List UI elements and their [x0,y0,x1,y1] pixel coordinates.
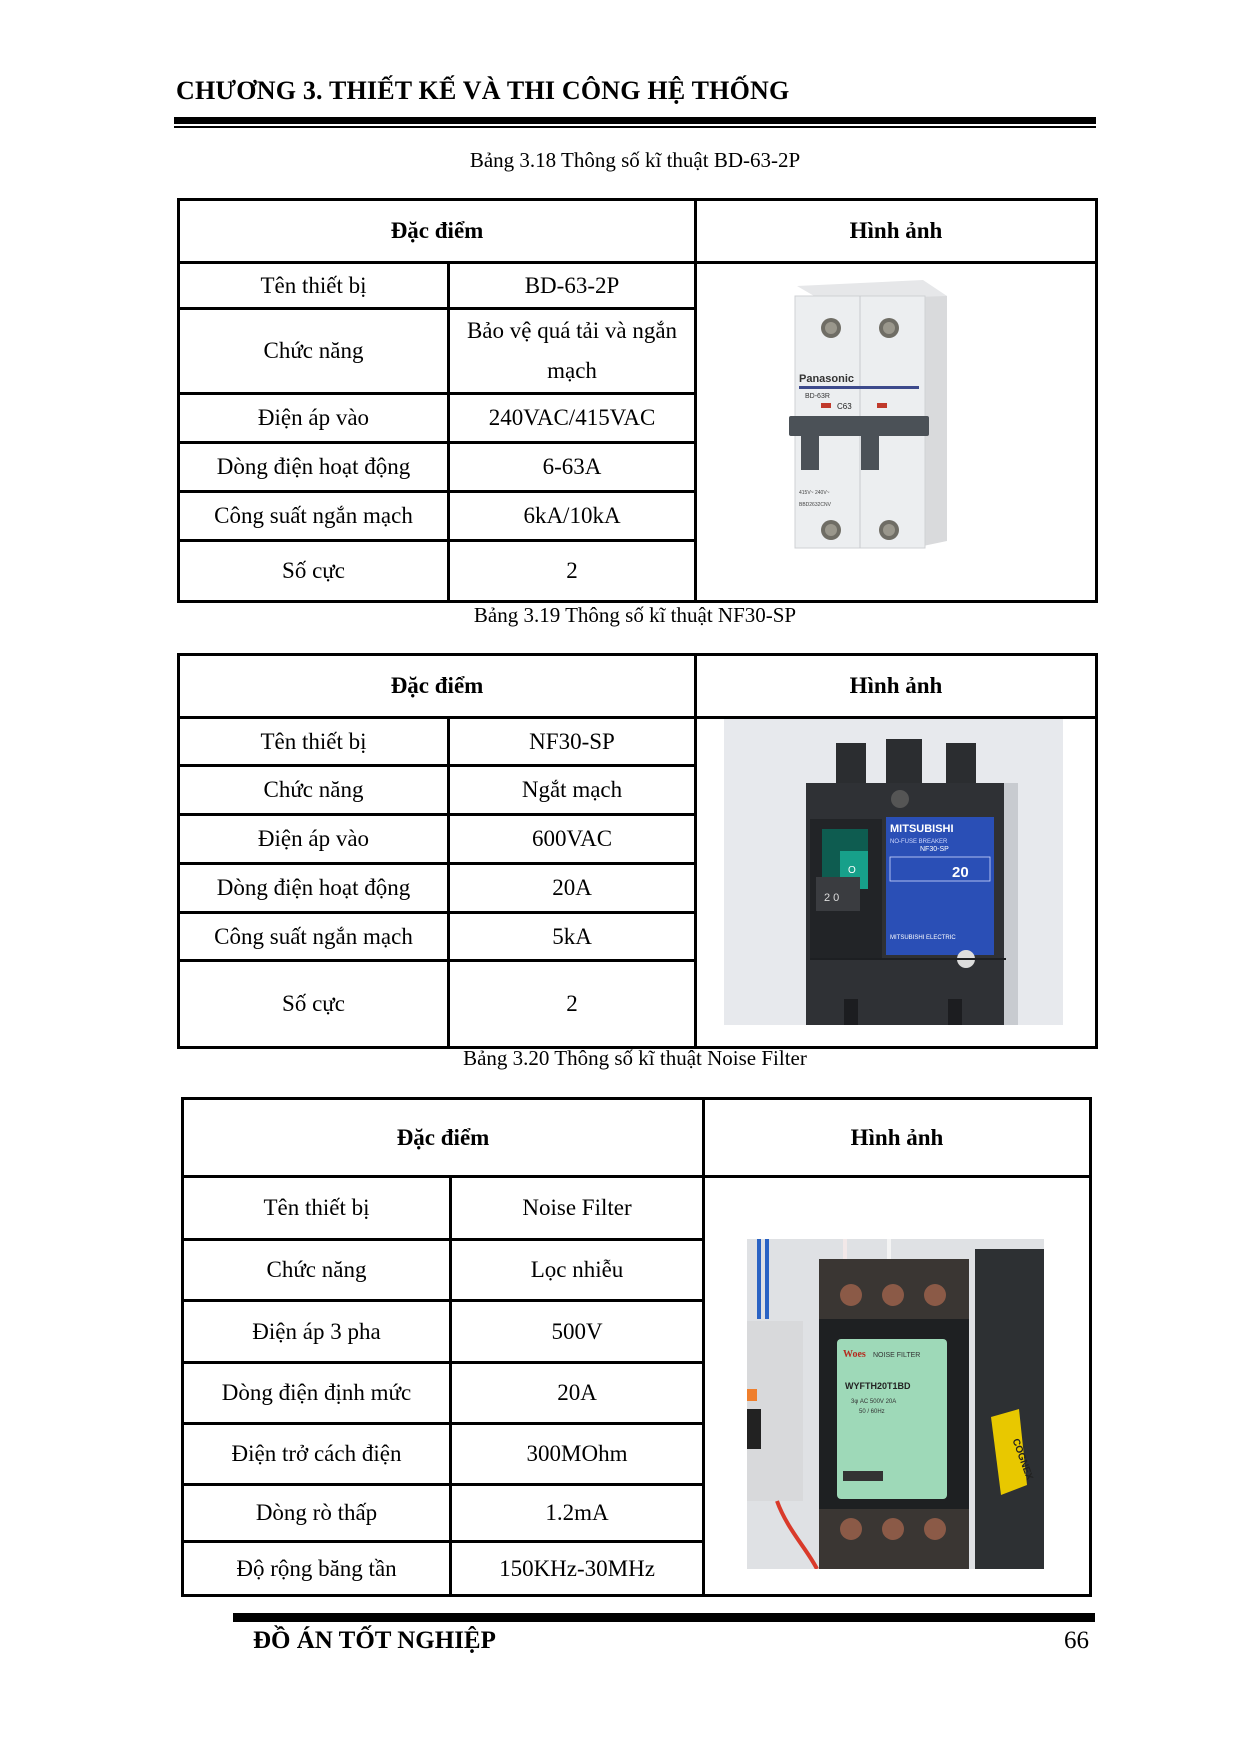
table-row [183,1177,1091,1240]
footer-rule [233,1613,1095,1622]
header-features: Đặc điểm [179,655,696,718]
row-value: 20A [451,1363,704,1424]
header-image: Hình ảnh [704,1099,1091,1177]
row-label: Tên thiết bị [179,718,449,766]
image-cell [704,1177,1091,1596]
svg-text:NF30-SP: NF30-SP [920,846,949,853]
row-label: Tên thiết bị [183,1177,451,1240]
row-value: 6kA/10kA [449,492,696,541]
breaker-photo-bd63 [737,266,1053,558]
row-value: BD-63-2P [449,263,696,309]
row-value: Noise Filter [451,1177,704,1240]
row-label: Công suất ngắn mạch [179,913,449,961]
spec-table-nf30 [177,653,1098,1049]
row-value: 240VAC/415VAC [449,394,696,443]
circuit-breaker-icon [724,719,1063,1025]
row-label: Điện áp vào [179,394,449,443]
footer-title: ĐỒ ÁN TỐT NGHIỆP [253,1627,496,1654]
svg-text:50 / 60Hz: 50 / 60Hz [859,1409,885,1415]
page-number: 66 [1064,1627,1089,1654]
svg-text:Woes: Woes [843,1349,866,1360]
header-features: Đặc điểm [179,200,696,263]
row-value: Lọc nhiễu [451,1240,704,1301]
row-label: Tên thiết bị [179,263,449,309]
row-value: 6-63A [449,443,696,492]
image-cell [696,718,1097,1048]
row-label: Chức năng [179,766,449,815]
svg-text:O: O [848,865,856,876]
svg-text:20: 20 [952,864,969,881]
row-label: Công suất ngắn mạch [179,492,449,541]
row-label: Điện áp 3 pha [183,1301,451,1363]
image-cell [696,263,1097,602]
row-value: 150KHz-30MHz [451,1542,704,1596]
svg-text:415V~ 240V~: 415V~ 240V~ [799,490,830,496]
row-value: 500V [451,1301,704,1363]
svg-text:2 0: 2 0 [824,892,840,904]
row-label: Dòng điện định mức [183,1363,451,1424]
header-rule-thick [174,117,1096,124]
row-value: NF30-SP [449,718,696,766]
svg-text:3φ AC 500V 20A: 3φ AC 500V 20A [851,1399,897,1405]
svg-text:C63: C63 [837,402,852,411]
svg-text:WYFTH20T1BD: WYFTH20T1BD [845,1381,911,1391]
svg-text:BBD2632CNV: BBD2632CNV [799,502,831,508]
header-rule-thin [174,126,1096,128]
table-caption: Bảng 3.19 Thông số kĩ thuật NF30-SP [473,603,797,627]
row-value: 300MOhm [451,1424,704,1485]
row-value: Ngắt mạch [449,766,696,815]
row-label: Điện áp vào [179,815,449,864]
circuit-breaker-icon [737,266,1053,558]
svg-text:BD-63R: BD-63R [805,393,830,400]
table-row [179,263,1097,309]
row-value: 2 [449,961,696,1048]
spec-table-noise-filter [181,1097,1092,1597]
svg-text:MITSUBISHI ELECTRIC: MITSUBISHI ELECTRIC [890,935,956,941]
row-label: Dòng điện hoạt động [179,864,449,913]
row-label: Điện trở cách điện [183,1424,451,1485]
row-label: Độ rộng băng tần [183,1542,451,1596]
row-value: Bảo vệ quá tải và ngắn mạch [449,309,696,394]
row-label: Dòng điện hoạt động [179,443,449,492]
header-image: Hình ảnh [696,200,1097,263]
svg-text:COGNEX: COGNEX [1009,1437,1035,1482]
header-image: Hình ảnh [696,655,1097,718]
svg-text:NOISE FILTER: NOISE FILTER [873,1352,921,1359]
row-label: Chức năng [183,1240,451,1301]
noise-filter-photo [747,1239,1044,1569]
row-value: 5kA [449,913,696,961]
row-label: Số cực [179,541,449,602]
svg-text:MITSUBISHI: MITSUBISHI [890,823,954,835]
row-label: Số cực [179,961,449,1048]
chapter-title: CHƯƠNG 3. THIẾT KẾ VÀ THI CÔNG HỆ THỐNG [176,76,790,105]
breaker-photo-nf30 [724,719,1063,1025]
noise-filter-icon [747,1239,1044,1569]
row-label: Chức năng [179,309,449,394]
header-features: Đặc điểm [183,1099,704,1177]
table-row [179,718,1097,766]
svg-text:NO-FUSE BREAKER: NO-FUSE BREAKER [890,839,948,845]
row-value: 600VAC [449,815,696,864]
table-caption: Bảng 3.20 Thông số kĩ thuật Noise Filter [463,1046,807,1070]
row-value: 2 [449,541,696,602]
svg-text:Panasonic: Panasonic [799,373,855,385]
table-caption: Bảng 3.18 Thông số kĩ thuật BD-63-2P [469,148,801,172]
row-label: Dòng rò thấp [183,1485,451,1542]
spec-table-bd63 [177,198,1098,603]
row-value: 1.2mA [451,1485,704,1542]
row-value: 20A [449,864,696,913]
